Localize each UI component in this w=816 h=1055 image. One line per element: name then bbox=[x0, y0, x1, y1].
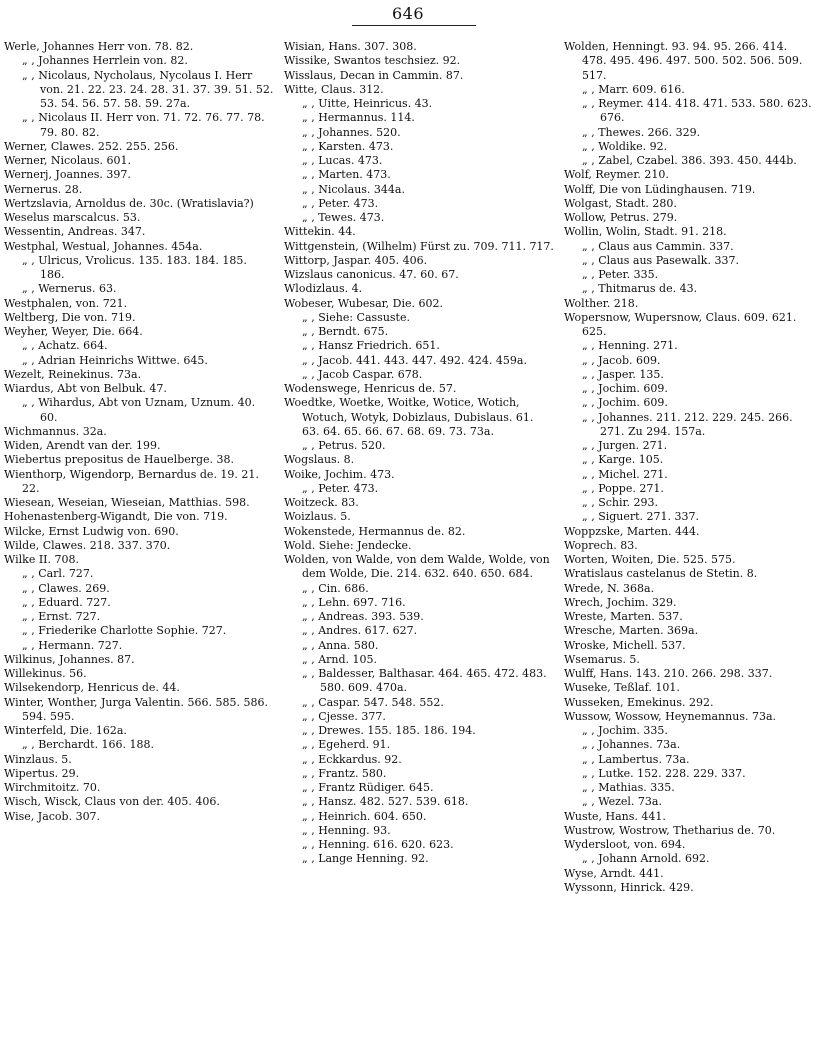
index-entry: Hohenastenberg-Wigandt, Die von. 719. bbox=[4, 510, 228, 524]
index-entry: „ , Eduard. 727. bbox=[22, 595, 111, 609]
index-entry: „ , Hermannus. 114. bbox=[302, 111, 415, 125]
index-entry: „ , Michel. 271. bbox=[582, 467, 668, 481]
index-entry: „ , Woldike. 92. bbox=[582, 139, 668, 153]
index-entry: „ , Nicolaus, Nycholaus, Nycolaus I. Herr von. 21. 22. 23. 24. 28. 31. 37. 39. 51. 52. 53. 54. 56. 57. 58. 59. 27a. bbox=[22, 68, 274, 110]
index-entry: „ , Heinrich. 604. 650. bbox=[302, 809, 427, 823]
index-column-3 bbox=[564, 40, 814, 1052]
index-entry: „ , Poppe. 271. bbox=[582, 481, 664, 495]
index-entry: Wolgast, Stadt. 280. bbox=[564, 196, 677, 210]
index-entry: „ , Jacob. 441. 443. 447. 492. 424. 459a. bbox=[302, 353, 527, 367]
index-entry: „ , Peter. 473. bbox=[302, 481, 379, 495]
index-entry: Wollow, Petrus. 279. bbox=[564, 211, 678, 224]
index-entry: „ , Petrus. 520. bbox=[302, 439, 386, 452]
index-entry: „ , Carl. 727. bbox=[22, 567, 94, 581]
index-entry: Wirchmitoitz. 70. bbox=[4, 781, 101, 794]
index-entry: „ , Jochim. 335. bbox=[582, 724, 668, 737]
index-entry: „ , Lambertus. 73a. bbox=[582, 752, 690, 766]
index-entry: Wisian, Hans. 307. 308. bbox=[284, 40, 417, 53]
index-entry: „ , Jochim. 609. bbox=[582, 382, 668, 395]
index-entry: Wokenstede, Hermannus de. 82. bbox=[284, 524, 466, 538]
index-entry: Werner, Nicolaus. 601. bbox=[4, 154, 132, 167]
index-entry: Wolden, von Walde, von dem Walde, Wolde, von dem Wolde, Die. 214. 632. 640. 650. 684. bbox=[284, 553, 550, 581]
index-entry: „ , Frantz. 580. bbox=[302, 766, 387, 780]
index-entry: Wydersloot, von. 694. bbox=[564, 838, 686, 851]
index-entry: „ , Johannes. 73a. bbox=[582, 738, 681, 752]
index-entry: Westphal, Westual, Johannes. 454a. bbox=[4, 239, 203, 253]
index-entry: „ , Caspar. 547. 548. 552. bbox=[302, 695, 444, 709]
index-entry: „ , Mathias. 335. bbox=[582, 781, 675, 794]
index-entry: „ , Lehn. 697. 716. bbox=[302, 595, 406, 609]
index-entry: „ , Siguert. 271. 337. bbox=[582, 510, 700, 524]
index-entry: „ , Andres. 617. 627. bbox=[302, 624, 418, 638]
index-entry: Wreste, Marten. 537. bbox=[564, 610, 683, 623]
index-entry: Wuste, Hans. 441. bbox=[564, 809, 666, 823]
index-entry: Woitzeck. 83. bbox=[284, 496, 359, 509]
index-entry: Wolden, Henningt. 93. 94. 95. 266. 414. 478. 495. 496. 497. 500. 502. 506. 509. 517. bbox=[564, 40, 803, 82]
index-entry: Wiardus, Abt von Belbuk. 47. bbox=[4, 382, 167, 395]
index-entry: Wezelt, Reinekinus. 73a. bbox=[4, 367, 142, 381]
index-entry: Wienthorp, Wigendorp, Bernardus de. 19. 21. 22. bbox=[4, 467, 259, 495]
index-entry: Wisch, Wisck, Claus von der. 405. 406. bbox=[4, 795, 220, 809]
index-entry: „ , Friederike Charlotte Sophie. 727. bbox=[22, 624, 227, 638]
index-entry: Weyher, Weyer, Die. 664. bbox=[4, 325, 143, 338]
index-entry: Westphalen, von. 721. bbox=[4, 296, 128, 310]
index-entry: Wussow, Wossow, Heynemannus. 73a. bbox=[564, 709, 777, 723]
index-entry: Wyssonn, Hinrick. 429. bbox=[564, 880, 694, 894]
index-entry: Wittorp, Jaspar. 405. 406. bbox=[284, 253, 428, 267]
index-entry: „ , Wernerus. 63. bbox=[22, 282, 117, 296]
index-entry: Woppzske, Marten. 444. bbox=[564, 524, 700, 538]
index-entry: Wernerus. 28. bbox=[4, 182, 83, 196]
index-entry: „ , Cjesse. 377. bbox=[302, 709, 386, 723]
index-entry: „ , Johannes Herrlein von. 82. bbox=[22, 54, 188, 68]
index-entry: „ , Ulricus, Vrolicus. 135. 183. 184. 185. 186. bbox=[22, 253, 247, 281]
index-entry: „ , Johann Arnold. 692. bbox=[582, 852, 710, 866]
index-column-2 bbox=[284, 40, 554, 1052]
index-entry: „ , Hansz. 482. 527. 539. 618. bbox=[302, 795, 469, 809]
index-entry: Winter, Wonther, Jurga Valentin. 566. 585. 586. 594. 595. bbox=[4, 695, 268, 723]
index-entry: Wrech, Jochim. 329. bbox=[564, 595, 677, 609]
index-entry: „ , Lutke. 152. 228. 229. 337. bbox=[582, 766, 746, 780]
index-entry: „ , Tewes. 473. bbox=[302, 211, 385, 224]
index-entry: „ , Marten. 473. bbox=[302, 168, 391, 182]
index-entry: Wusseken, Emekinus. 292. bbox=[564, 695, 714, 709]
index-entry: Weltberg, Die von. 719. bbox=[4, 310, 136, 324]
index-entry: Werner, Clawes. 252. 255. 256. bbox=[4, 139, 179, 153]
index-entry: „ , Nicolaus. 344a. bbox=[302, 182, 405, 196]
index-entry: Wittekin. 44. bbox=[284, 225, 356, 239]
index-entry: Willekinus. 56. bbox=[4, 667, 87, 680]
index-entry: Wisslaus, Decan in Cammin. 87. bbox=[284, 68, 464, 82]
index-entry: „ , Hermann. 727. bbox=[22, 638, 123, 652]
index-entry: Wessentin, Andreas. 347. bbox=[4, 225, 146, 239]
index-entry: „ , Siehe: Cassuste. bbox=[302, 310, 410, 324]
index-entry: „ , Henning. 616. 620. 623. bbox=[302, 838, 454, 851]
index-entry: Wolf, Reymer. 210. bbox=[564, 168, 669, 182]
index-entry: „ , Reymer. 414. 418. 471. 533. 580. 623. 676. bbox=[582, 97, 812, 125]
index-entry: „ , Thitmarus de. 43. bbox=[582, 282, 698, 296]
index-entry: „ , Peter. 473. bbox=[302, 196, 379, 210]
index-entry: Wichmannus. 32a. bbox=[4, 424, 107, 438]
index-entry: Wilsekendorp, Henricus de. 44. bbox=[4, 681, 180, 695]
index-entry: „ , Zabel, Czabel. 386. 393. 450. 444b. bbox=[582, 154, 797, 167]
index-entry: Wittgenstein, (Wilhelm) Fürst zu. 709. 711. 717. bbox=[284, 239, 554, 253]
index-entry: „ , Jacob Caspar. 678. bbox=[302, 367, 423, 381]
index-entry: Weselus marscalcus. 53. bbox=[4, 211, 141, 224]
index-entry: Wratislaus castelanus de Stetin. 8. bbox=[564, 567, 758, 581]
index-entry: „ , Claus aus Cammin. 337. bbox=[582, 239, 734, 253]
index-entry: „ , Uitte, Heinricus. 43. bbox=[302, 97, 433, 110]
index-entry: „ , Lange Henning. 92. bbox=[302, 852, 429, 866]
index-entry: Wulff, Hans. 143. 210. 266. 298. 337. bbox=[564, 667, 773, 680]
index-entry: „ , Claus aus Pasewalk. 337. bbox=[582, 253, 739, 267]
index-entry: Widen, Arendt van der. 199. bbox=[4, 439, 161, 452]
index-entry: Winzlaus. 5. bbox=[4, 752, 72, 766]
index-entry: Wobeser, Wubesar, Die. 602. bbox=[284, 296, 444, 310]
index-entry: Wilcke, Ernst Ludwig von. 690. bbox=[4, 524, 179, 538]
index-entry: „ , Cin. 686. bbox=[302, 581, 369, 595]
index-entry: „ , Karge. 105. bbox=[582, 453, 664, 467]
index-entry: Wizslaus canonicus. 47. 60. 67. bbox=[284, 268, 459, 281]
index-entry: Wlodizlaus. 4. bbox=[284, 282, 363, 296]
index-entry: Wernerj, Joannes. 397. bbox=[4, 168, 131, 182]
index-entry: Wiesean, Weseian, Wieseian, Matthias. 598. bbox=[4, 496, 250, 509]
index-entry: Wollin, Wolin, Stadt. 91. 218. bbox=[564, 225, 727, 239]
index-entry: „ , Hansz Friedrich. 651. bbox=[302, 339, 440, 353]
index-entry: „ , Achatz. 664. bbox=[22, 339, 108, 353]
index-entry: „ , Henning. 93. bbox=[302, 823, 391, 837]
index-entry: „ , Lucas. 473. bbox=[302, 154, 383, 167]
index-entry: „ , Ernst. 727. bbox=[22, 610, 101, 623]
index-entry: Wiebertus prepositus de Hauelberge. 38. bbox=[4, 453, 235, 467]
index-entry: „ , Wezel. 73a. bbox=[582, 795, 662, 809]
index-entry: „ , Arnd. 105. bbox=[302, 652, 378, 666]
index-entry: „ , Baldesser, Balthasar. 464. 465. 472. 483. 580. 609. 470a. bbox=[302, 667, 547, 695]
index-entry: Wustrow, Wostrow, Thetharius de. 70. bbox=[564, 823, 776, 837]
index-entry: Wroske, Michell. 537. bbox=[564, 638, 686, 652]
index-entry: Witte, Claus. 312. bbox=[284, 82, 384, 96]
index-entry: „ , Drewes. 155. 185. 186. 194. bbox=[302, 724, 476, 737]
index-entry: Wyse, Arndt. 441. bbox=[564, 866, 664, 880]
index-entry: Wissike, Swantos teschsiez. 92. bbox=[284, 54, 461, 68]
index-entry: „ , Adrian Heinrichs Wittwe. 645. bbox=[22, 353, 208, 367]
index-entry: Wertzslavia, Arnoldus de. 30c. (Wratislavia?) bbox=[4, 196, 254, 210]
index-entry: Wilke II. 708. bbox=[4, 553, 79, 566]
index-entry: „ , Karsten. 473. bbox=[302, 139, 394, 153]
index-entry: Wise, Jacob. 307. bbox=[4, 809, 101, 823]
index-column-1 bbox=[4, 40, 274, 1052]
index-entry: Wrede, N. 368a. bbox=[564, 581, 655, 595]
index-entry: Woprech. 83. bbox=[564, 538, 638, 552]
index-entry: Wuseke, Teßlaf. 101. bbox=[564, 681, 680, 695]
index-entry: „ , Andreas. 393. 539. bbox=[302, 610, 424, 623]
index-entry: „ , Berndt. 675. bbox=[302, 325, 389, 338]
index-entry: „ , Eckkardus. 92. bbox=[302, 752, 402, 766]
index-entry: Woedtke, Woetke, Woitke, Wotice, Wotich, Wotuch, Wotyk, Dobizlaus, Dubislaus. 61. 63. 64. 65. 66. 67. 68. 69. 73. 73a. bbox=[284, 396, 534, 438]
index-entry: „ , Jasper. 135. bbox=[582, 367, 664, 381]
index-entry: Winterfeld, Die. 162a. bbox=[4, 724, 127, 737]
index-entry: Werle, Johannes Herr von. 78. 82. bbox=[4, 40, 194, 53]
index-entry: „ , Johannes. 520. bbox=[302, 125, 401, 139]
index-entry: „ , Wihardus, Abt von Uznam, Uznum. 40. 60. bbox=[22, 396, 256, 424]
index-entry: Wolther. 218. bbox=[564, 296, 639, 310]
index-entry: Woike, Jochim. 473. bbox=[284, 467, 395, 481]
index-entry: „ , Henning. 271. bbox=[582, 339, 678, 353]
index-entry: „ , Berchardt. 166. 188. bbox=[22, 738, 155, 752]
index-entry: Wopersnow, Wupersnow, Claus. 609. 621. 625. bbox=[564, 310, 797, 338]
index-entry: „ , Egeherd. 91. bbox=[302, 738, 391, 752]
index-entry: „ , Peter. 335. bbox=[582, 268, 659, 281]
index-entry: Wresche, Marten. 369a. bbox=[564, 624, 699, 638]
index-entry: Woizlaus. 5. bbox=[284, 510, 351, 524]
index-entry: Wogslaus. 8. bbox=[284, 453, 355, 467]
index-entry: „ , Jochim. 609. bbox=[582, 396, 668, 410]
index-entry: Wilde, Clawes. 218. 337. 370. bbox=[4, 538, 171, 552]
index-entry: „ , Anna. 580. bbox=[302, 638, 379, 652]
index-entry: Wold. Siehe: Jendecke. bbox=[284, 538, 412, 552]
index-entry: „ , Schir. 293. bbox=[582, 496, 659, 509]
index-entry: Wilkinus, Johannes. 87. bbox=[4, 652, 135, 666]
index-entry: „ , Thewes. 266. 329. bbox=[582, 125, 701, 139]
index-entry: „ , Jurgen. 271. bbox=[582, 439, 668, 452]
index-entry: Wolff, Die von Lüdinghausen. 719. bbox=[564, 182, 756, 196]
index-entry: Worten, Woiten, Die. 525. 575. bbox=[564, 553, 736, 566]
index-entry: „ , Johannes. 211. 212. 229. 245. 266. 271. Zu 294. 157a. bbox=[582, 410, 793, 438]
page-number: 646 bbox=[391, 4, 425, 23]
index-entry: Wodenswege, Henricus de. 57. bbox=[284, 382, 457, 395]
index-entry: „ , Frantz Rüdiger. 645. bbox=[302, 781, 434, 794]
index-entry: „ , Jacob. 609. bbox=[582, 353, 661, 367]
index-entry: „ , Clawes. 269. bbox=[22, 581, 110, 595]
index-entry: Wsemarus. 5. bbox=[564, 652, 640, 666]
index-entry: „ , Marr. 609. 616. bbox=[582, 82, 685, 96]
header-rule bbox=[352, 25, 476, 26]
index-entry: Wipertus. 29. bbox=[4, 766, 80, 780]
index-entry: „ , Nicolaus II. Herr von. 71. 72. 76. 77. 78. 79. 80. 82. bbox=[22, 111, 265, 139]
